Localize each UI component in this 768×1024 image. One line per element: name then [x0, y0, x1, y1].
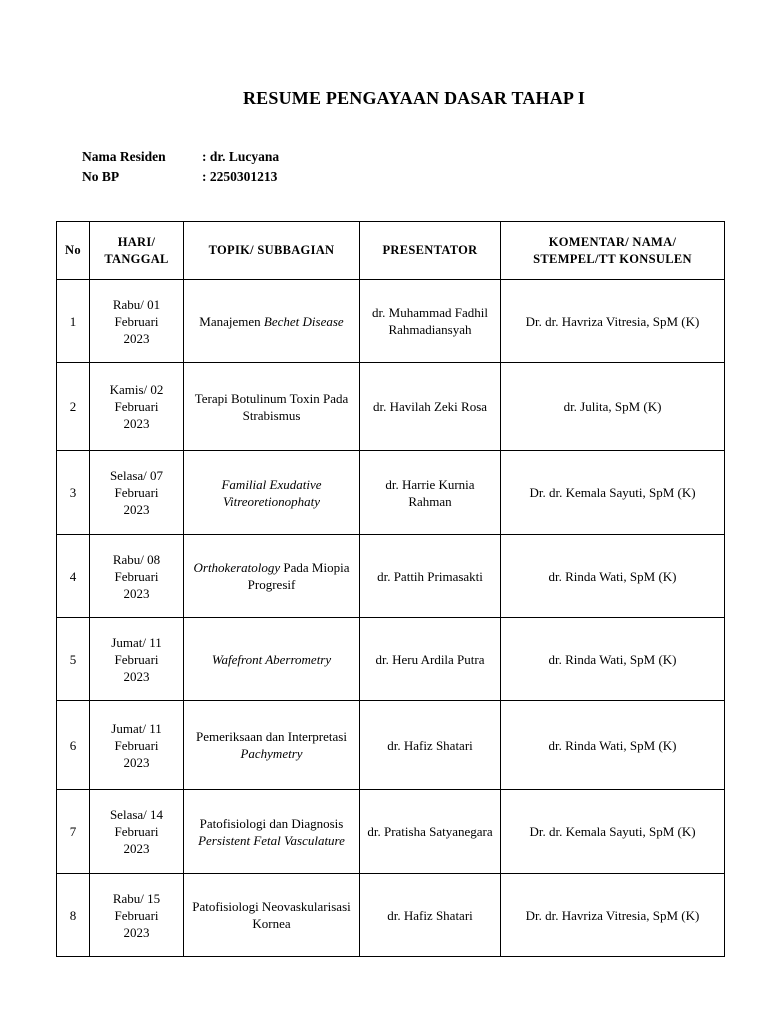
table-header-row	[57, 222, 725, 280]
row-number: 2	[57, 363, 90, 451]
row-presenter: dr. Hafiz Shatari	[360, 874, 501, 957]
row-presenter: dr. Pattih Primasakti	[360, 535, 501, 618]
row-topic: Pemeriksaan dan Interpretasi Pachymetry	[184, 701, 360, 790]
row-consultant: Dr. dr. Havriza Vitresia, SpM (K)	[501, 280, 725, 363]
header-date: HARI/ TANGGAL	[90, 222, 184, 280]
row-date: Selasa/ 14 Februari 2023	[90, 790, 184, 874]
row-date: Rabu/ 01 Februari 2023	[90, 280, 184, 363]
row-consultant: Dr. dr. Kemala Sayuti, SpM (K)	[501, 451, 725, 535]
header-topic: TOPIK/ SUBBAGIAN	[184, 222, 360, 280]
row-consultant: Dr. dr. Kemala Sayuti, SpM (K)	[501, 790, 725, 874]
table-row	[57, 363, 725, 451]
header-comment: KOMENTAR/ NAMA/ STEMPEL/TT KONSULEN	[501, 222, 725, 280]
resident-bp-line	[82, 169, 277, 185]
row-topic: Patofisiologi dan Diagnosis Persistent Fetal Vasculature	[184, 790, 360, 874]
row-topic: Manajemen Bechet Disease	[184, 280, 360, 363]
row-presenter: dr. Pratisha Satyanegara	[360, 790, 501, 874]
row-date: Rabu/ 15 Februari 2023	[90, 874, 184, 957]
row-topic: Wafefront Aberrometry	[184, 618, 360, 701]
row-date: Rabu/ 08 Februari 2023	[90, 535, 184, 618]
row-number: 5	[57, 618, 90, 701]
resident-name-line	[82, 149, 279, 165]
row-topic: Familial Exudative Vitreoretionophaty	[184, 451, 360, 535]
row-number: 1	[57, 280, 90, 363]
row-number: 7	[57, 790, 90, 874]
table-row	[57, 280, 725, 363]
row-number: 3	[57, 451, 90, 535]
row-date: Kamis/ 02 Februari 2023	[90, 363, 184, 451]
row-presenter: dr. Muhammad Fadhil Rahmadiansyah	[360, 280, 501, 363]
header-presenter: PRESENTATOR	[360, 222, 501, 280]
table-row	[57, 618, 725, 701]
header-no: No	[57, 222, 90, 280]
row-presenter: dr. Hafiz Shatari	[360, 701, 501, 790]
table-row	[57, 874, 725, 957]
table-row	[57, 701, 725, 790]
row-topic: Patofisiologi Neovaskularisasi Kornea	[184, 874, 360, 957]
row-date: Jumat/ 11 Februari 2023	[90, 618, 184, 701]
row-number: 6	[57, 701, 90, 790]
resident-name-label: Nama Residen	[82, 149, 166, 164]
row-date: Jumat/ 11 Februari 2023	[90, 701, 184, 790]
resident-bp-value: : 2250301213	[202, 169, 278, 184]
row-consultant: dr. Rinda Wati, SpM (K)	[501, 535, 725, 618]
resident-name-value: : dr. Lucyana	[202, 149, 280, 164]
schedule-table	[56, 221, 725, 957]
row-topic: Orthokeratology Pada Miopia Progresif	[184, 535, 360, 618]
resident-bp-label: No BP	[82, 169, 120, 184]
row-consultant: dr. Julita, SpM (K)	[501, 363, 725, 451]
row-presenter: dr. Havilah Zeki Rosa	[360, 363, 501, 451]
row-consultant: dr. Rinda Wati, SpM (K)	[501, 701, 725, 790]
document-title: RESUME PENGAYAAN DASAR TAHAP I	[242, 88, 586, 108]
row-consultant: dr. Rinda Wati, SpM (K)	[501, 618, 725, 701]
row-number: 8	[57, 874, 90, 957]
table-row	[57, 790, 725, 874]
row-consultant: Dr. dr. Havriza Vitresia, SpM (K)	[501, 874, 725, 957]
row-presenter: dr. Harrie Kurnia Rahman	[360, 451, 501, 535]
row-number: 4	[57, 535, 90, 618]
row-date: Selasa/ 07 Februari 2023	[90, 451, 184, 535]
row-topic: Terapi Botulinum Toxin Pada Strabismus	[184, 363, 360, 451]
row-presenter: dr. Heru Ardila Putra	[360, 618, 501, 701]
table-row	[57, 451, 725, 535]
table-row	[57, 535, 725, 618]
